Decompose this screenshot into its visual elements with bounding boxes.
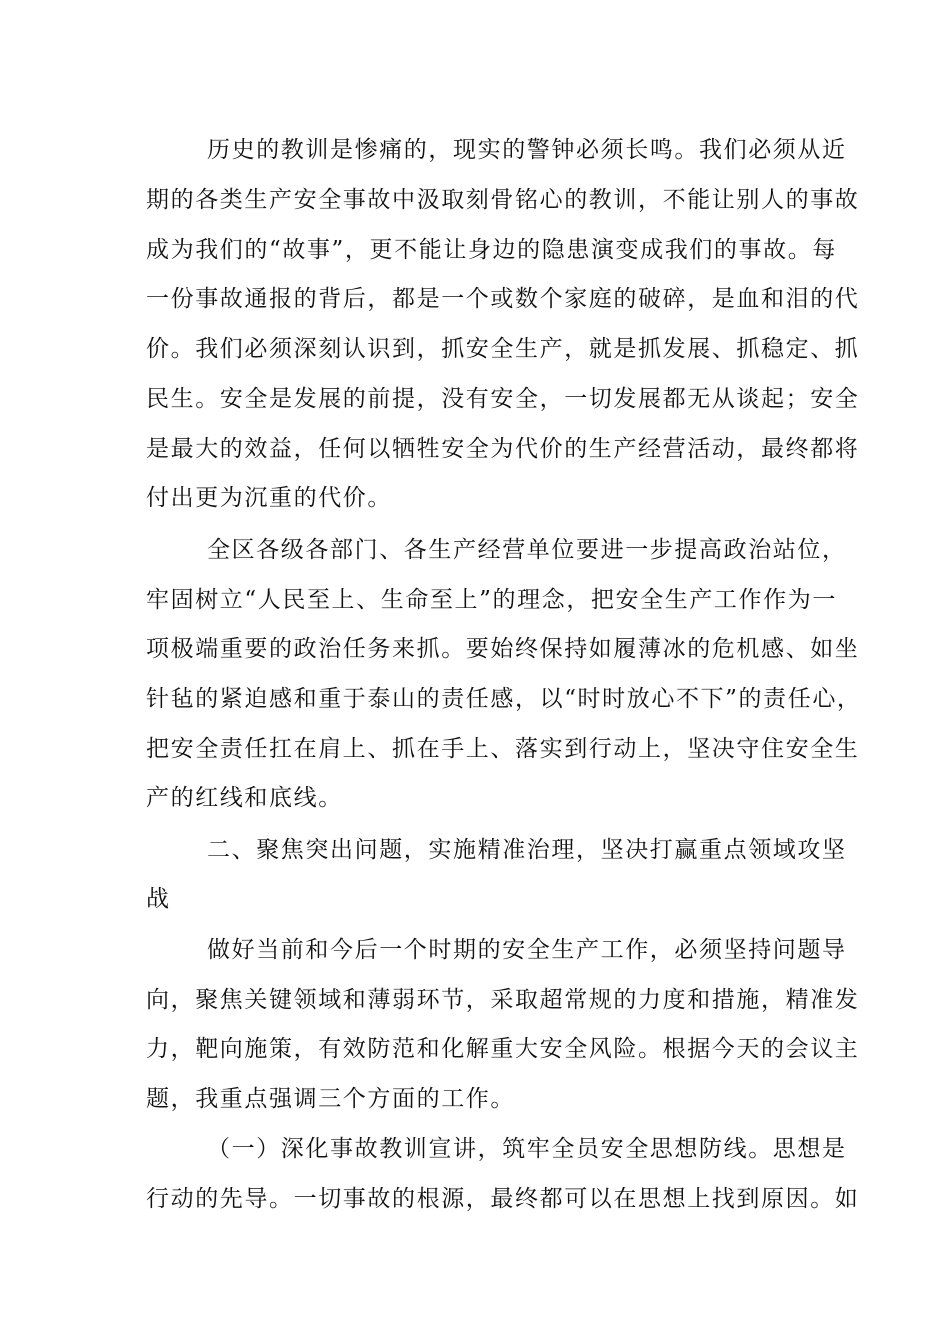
text-line: 成为我们的“故事”，更不能让身边的隐患演变成我们的事故。每 xyxy=(146,237,837,263)
text-line: 题，我重点强调三个方面的工作。 xyxy=(146,1086,515,1112)
text-line: 价。我们必须深刻认识到，抓安全生产，就是抓发展、抓稳定、抓 xyxy=(146,336,860,362)
text-line: 全区各级各部门、各生产经营单位要进一步提高政治站位， xyxy=(207,537,847,563)
text-line: 向，聚焦关键领域和薄弱环节，采取超常规的力度和措施，精准发 xyxy=(146,987,860,1013)
text-line: 把安全责任扛在肩上、抓在手上、落实到行动上，坚决守住安全生 xyxy=(146,736,860,762)
text-line: 针毡的紧迫感和重于泰山的责任感，以“时时放心不下”的责任心， xyxy=(146,686,862,712)
text-line: 民生。安全是发展的前提，没有安全，一切发展都无从谈起；安全 xyxy=(146,386,860,412)
section-heading-line: 战 xyxy=(146,886,171,912)
text-line: 项极端重要的政治任务来抓。要始终保持如履薄冰的危机感、如坐 xyxy=(146,636,860,662)
text-line: 产的红线和底线。 xyxy=(146,785,343,811)
text-line: 一份事故通报的背后，都是一个或数个家庭的破碎，是血和泪的代 xyxy=(146,286,860,312)
text-line: 行动的先导。一切事故的根源，最终都可以在思想上找到原因。如 xyxy=(146,1186,860,1212)
text-line: 是最大的效益，任何以牺牲安全为代价的生产经营活动，最终都将 xyxy=(146,436,860,462)
text-line: 做好当前和今后一个时期的安全生产工作，必须坚持问题导 xyxy=(207,937,847,963)
text-line: 历史的教训是惨痛的，现实的警钟必须长鸣。我们必须从近 xyxy=(207,137,847,163)
text-line: （一）深化事故教训宣讲，筑牢全员安全思想防线。思想是 xyxy=(207,1136,847,1162)
text-line: 力，靶向施策，有效防范和化解重大安全风险。根据今天的会议主 xyxy=(146,1036,860,1062)
text-line: 期的各类生产安全事故中汲取刻骨铭心的教训，不能让别人的事故 xyxy=(146,187,860,213)
section-heading-line: 二、聚焦突出问题，实施精准治理，坚决打赢重点领域攻坚 xyxy=(207,837,847,863)
text-line: 牢固树立“人民至上、生命至上”的理念，把安全生产工作作为一 xyxy=(146,587,837,613)
text-line: 付出更为沉重的代价。 xyxy=(146,485,392,511)
